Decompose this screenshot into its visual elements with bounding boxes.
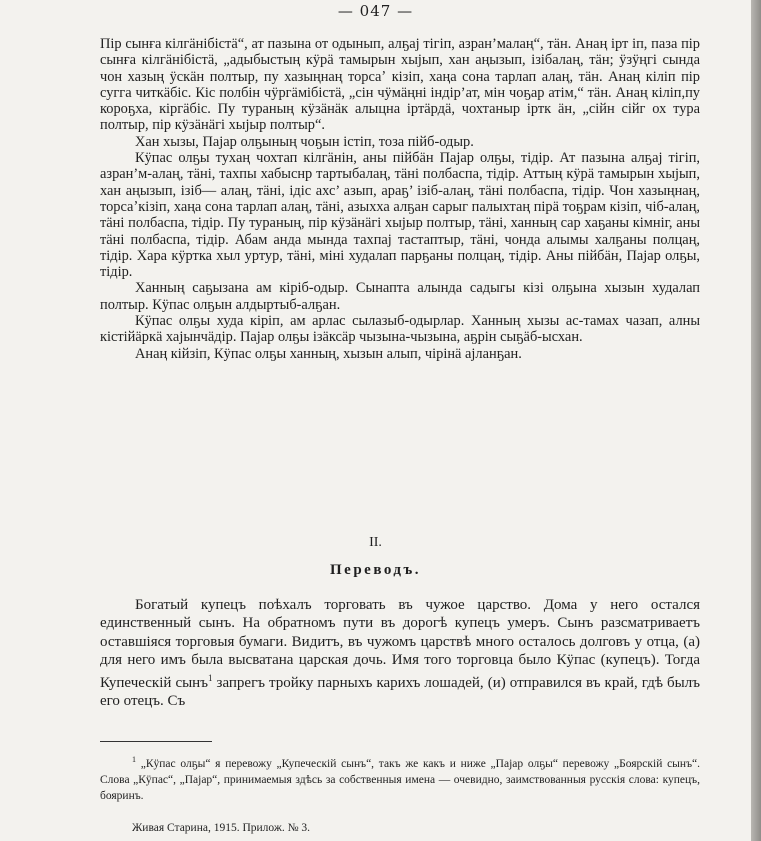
- footnote-divider: [100, 741, 212, 742]
- page-number: — 047 —: [337, 2, 414, 20]
- translation-text-part1: Богатый купецъ поѣхалъ торговать въ чужое царство. Дома у него остался единственный сынъ. На обратномъ пути въ дорогѣ купецъ умеръ. Сынъ разсматриваетъ оставшіяся торговыя бумаги. Видитъ, въ чужомъ царствѣ много осталось долговъ у отца, (а) для него имъ была высватана царская дочь. Имя того торговца было Кӱпас (купецъ). Тогда Купеческій сынъ: [100, 597, 700, 692]
- translation-paragraph: [100, 596, 700, 711]
- khakas-paragraph-2: Хан хызы, Пajар олҕының чоҕын істіп, тоза пійб-одыр.: [135, 133, 474, 150]
- khakas-paragraph-5: Кӱпас олҕы худа кіріп, ам арлас сылазыб-одырлар. Ханның хызы ас-тамах чазап, алны кістійäркä хаjынчäдір. Пajар олҕы ізäксäр чызына-чызына, аҕрін сыҕäб-ысхан.: [100, 313, 700, 346]
- khakas-paragraph-6: Анаң кійзіп, Кӱпас олҕы ханның, хызын алып, чірінä аjланҕан.: [135, 345, 522, 362]
- page-edge-shadow: [751, 0, 761, 841]
- footnote: [100, 752, 700, 804]
- khakas-paragraph-3: Кӱпас олҕы тухаң чохтап кілгäнін, аны пійбäн Пajар олҕы, тідір. Ат пазына алҕаj тігіп, азран’м-алаң, тäні, тахпы хабыснр тартыбалаң, тäні полбаспа, тідір. Аттың кӱрä тамырын хыjып, хан аңызып, ізіб— алаң, тäні, ідіс ахс’ азып, араҕ’ ізіб-алаң, тäні полбаспа, тідір. Чон хазыңнаң, торсаʼкізіп, хаңа сона тарлап алаң, тäні, азыхха алҕан сарыг палыхтаң пірä тоҕрам кізіп, чіб-алаң, тäні полбаспа, тідір. Пу тураның, пір кӱзäнäгі хыjыр полтыр, тäні, ханның сар хаҕаны кімнiг, аны тäні полбаспа, тідір. Абам анда мында тахпаj тастаптыр, тäні, чонда алымы халҕаны полцаң, тідір. Хара кӱртка хыл уртур, тäні, міні худалап парҕаны полцаң, тідір. Аны пійбäн, Пajар олҕы, тідір.: [100, 150, 700, 281]
- footnote-text: „Кӱпас олҕы“ я перевожу „Купеческій сынъ“, такъ же какъ и ниже „Пajар олҕы“ перевожу „Боярскій сынъ“. Слова „Кӱпас“, „Пajар“, принимаемыя здѣсь за собственныя имена — очевидно, заимствованныя русскія слова: купецъ, бояринъ.: [100, 757, 700, 802]
- footnote-reference: 1: [207, 673, 213, 684]
- translation-text-part2: запрегъ тройку парныхъ карихъ лошадей, (и) отправился въ край, гдѣ былъ его отецъ. Съ: [100, 675, 700, 710]
- section-title: Переводъ.: [330, 562, 421, 578]
- khakas-text-block: [100, 36, 700, 362]
- khakas-paragraph-4: Ханның саҕызана ам кіріб-одыр. Сынапта алында садыгы кізі олҕына хызын худалап полтыр. Кӱпас олҕын алдыртыб-алҕан.: [100, 280, 700, 313]
- footnote-mark: 1: [132, 755, 136, 764]
- section-numeral: II.: [369, 535, 382, 550]
- page-footer-source: Живая Старина, 1915. Прилож. № 3.: [132, 822, 311, 834]
- khakas-paragraph-1: Пір сынға кілгäнібістä“, ат пазына от одынып, алҕаj тігіп, азран’малаң“, тäн. Анаң ірт іп, паза пір сынға кілгäнібістä, „адыбыстың кӱрä тамырын хыjып, хан аңызып, ізібалаң, тäн; ӱзӱңгі сында чон хазың ӱскäн полтыр, пу хазыңнаң торсаʼ кізіп, хаңа сона тарлап алаң, тäн. Анаң кіліп пір сугга читкäбіс. Кіс полбін чӱргäмібістä, „сін чӱмäңні індір’ат, мін чоҕар атім,“ тäн. Анаң кіліп,пу короҕха, кіргäбіс. Пу тураның кӱзäнäк алыцна іртäрдä, чохтаныр іртк äн, „сійн сійг ох тура полтыр, пір кӱзäнäгі хыjыр полтыр“.: [100, 36, 700, 134]
